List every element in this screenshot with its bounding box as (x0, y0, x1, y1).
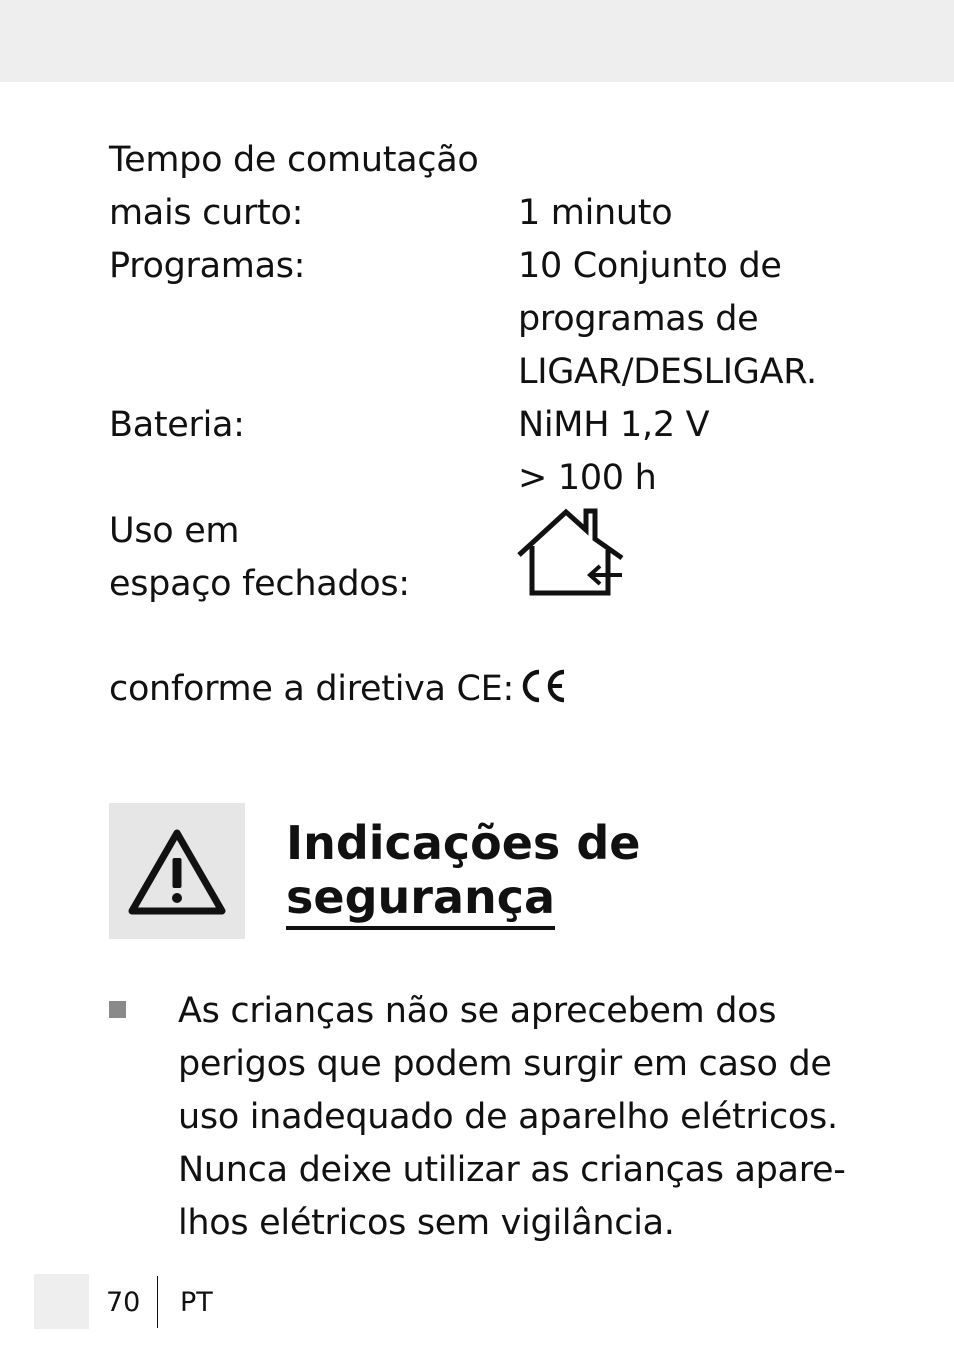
programs-value-line3: LIGAR/DESLIGAR. (518, 352, 817, 392)
warning-triangle-icon (127, 827, 227, 917)
indoor-label-line2: espaço fechados: (109, 564, 410, 604)
switch-time-label-line2: mais curto: (109, 193, 304, 233)
safety-heading-line2: segurança (286, 870, 555, 930)
footer-divider (157, 1276, 158, 1328)
ce-label: conforme a diretiva CE: (109, 669, 514, 709)
bullet-line: uso inadequado de aparelho elétricos. (178, 1097, 838, 1137)
battery-label: Bateria: (109, 405, 245, 445)
ce-mark-icon (518, 668, 568, 704)
safety-bullet-text (178, 985, 858, 1250)
programs-value-line1: 10 Conjunto de (518, 246, 782, 286)
header-band (0, 0, 954, 82)
page-number: 70 (106, 1287, 141, 1318)
programs-value-line2: programas de (518, 299, 759, 339)
bullet-marker (109, 1001, 126, 1018)
indoor-use-house-icon (516, 508, 628, 598)
programs-label: Programas: (109, 246, 306, 286)
battery-value-line1: NiMH 1,2 V (518, 405, 710, 445)
bullet-line: lhos elétricos sem vigilância. (178, 1203, 675, 1243)
bullet-line: As crianças não se aprecebem dos (178, 991, 777, 1031)
bullet-line: perigos que podem surgir em caso de (178, 1044, 832, 1084)
indoor-label-line1: Uso em (109, 511, 240, 551)
language-code: PT (180, 1287, 213, 1318)
switch-time-value: 1 minuto (518, 193, 673, 233)
switch-time-label-line1: Tempo de comutação (109, 140, 479, 180)
warning-icon-box (109, 803, 245, 939)
footer-tab (34, 1274, 89, 1329)
safety-heading-line1: Indicações de (286, 816, 641, 870)
bullet-line: Nunca deixe utilizar as crianças apare- (178, 1150, 846, 1190)
safety-heading (286, 816, 640, 924)
battery-value-line2: > 100 h (518, 458, 657, 498)
